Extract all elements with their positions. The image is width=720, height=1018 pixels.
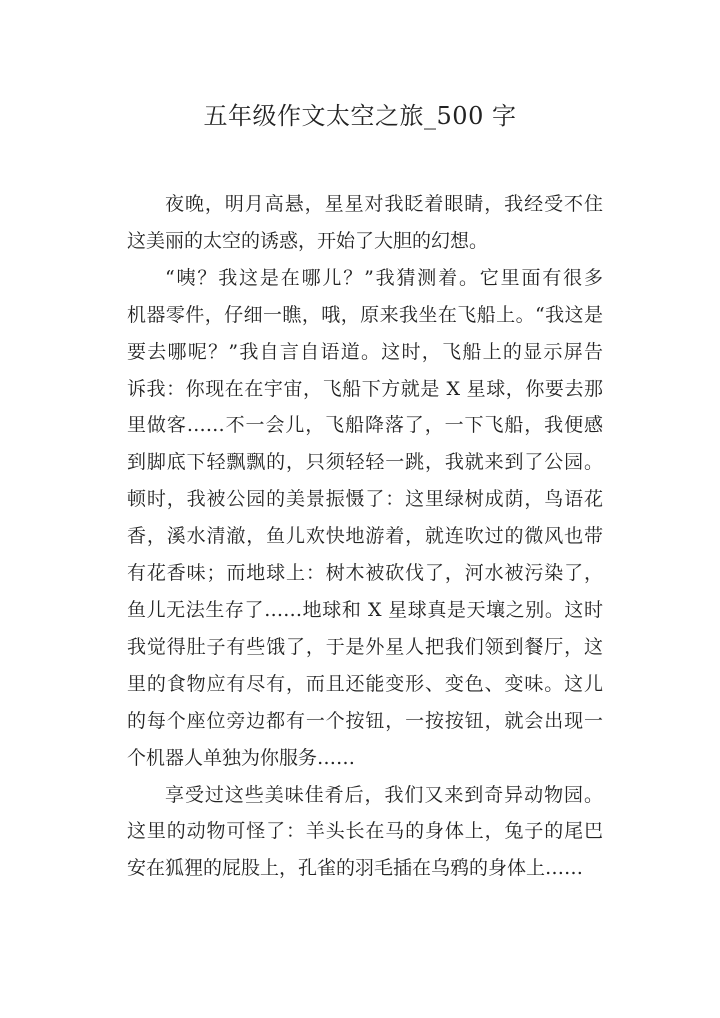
paragraph-2 xyxy=(127,260,603,777)
text-line: 安在狐狸的屁股上，孔雀的羽毛插在乌鸦的身体上…… xyxy=(127,857,584,880)
text-line: 到脚底下轻飘飘的，只须轻轻一跳，我就来到了公园。 xyxy=(127,451,603,474)
text-line: 享受过这些美味佳肴后，我们又来到奇异动物园。 xyxy=(165,783,603,806)
text-line: 里做客……不一会儿，飞船降落了，一下飞船，我便感 xyxy=(127,414,603,437)
paragraph-1 xyxy=(127,186,603,260)
text-line: 夜晚，明月高悬，星星对我眨着眼睛，我经受不住 xyxy=(165,193,603,215)
text-line: 这美丽的太空的诱惑，开始了大胆的幻想。 xyxy=(127,229,489,252)
text-line: 机器零件，仔细一瞧，哦，原来我坐在飞船上。“我这是 xyxy=(127,303,603,326)
text-line: 诉我：你现在在宇宙，飞船下方就是 X 星球，你要去那 xyxy=(127,377,603,400)
text-line: 要去哪呢？”我自言自语道。这时，飞船上的显示屏告 xyxy=(127,340,603,363)
text-line: 鱼儿无法生存了……地球和 X 星球真是天壤之别。这时 xyxy=(127,598,603,621)
text-line: 顿时，我被公园的美景振慑了：这里绿树成荫，鸟语花 xyxy=(127,488,603,511)
text-line: 香，溪水清澈，鱼儿欢快地游着，就连吹过的微风也带 xyxy=(127,525,603,548)
document-body xyxy=(127,186,603,887)
text-line: 个机器人单独为你服务…… xyxy=(127,746,356,769)
document-title: 五年级作文太空之旅_500 字 xyxy=(203,102,517,130)
text-line: 我觉得肚子有些饿了，于是外星人把我们领到餐厅，这 xyxy=(127,635,603,658)
text-line: 有花香味；而地球上：树木被砍伐了，河水被污染了， xyxy=(127,562,603,585)
text-line: 的每个座位旁边都有一个按钮，一按按钮，就会出现一 xyxy=(127,709,603,732)
text-line: 里的食物应有尽有，而且还能变形、变色、变味。这儿 xyxy=(127,672,603,695)
text-line: “咦？我这是在哪儿？”我猜测着。它里面有很多 xyxy=(165,266,603,289)
paragraph-3 xyxy=(127,777,603,888)
text-line: 这里的动物可怪了：羊头长在马的身体上，兔子的尾巴 xyxy=(127,820,603,843)
